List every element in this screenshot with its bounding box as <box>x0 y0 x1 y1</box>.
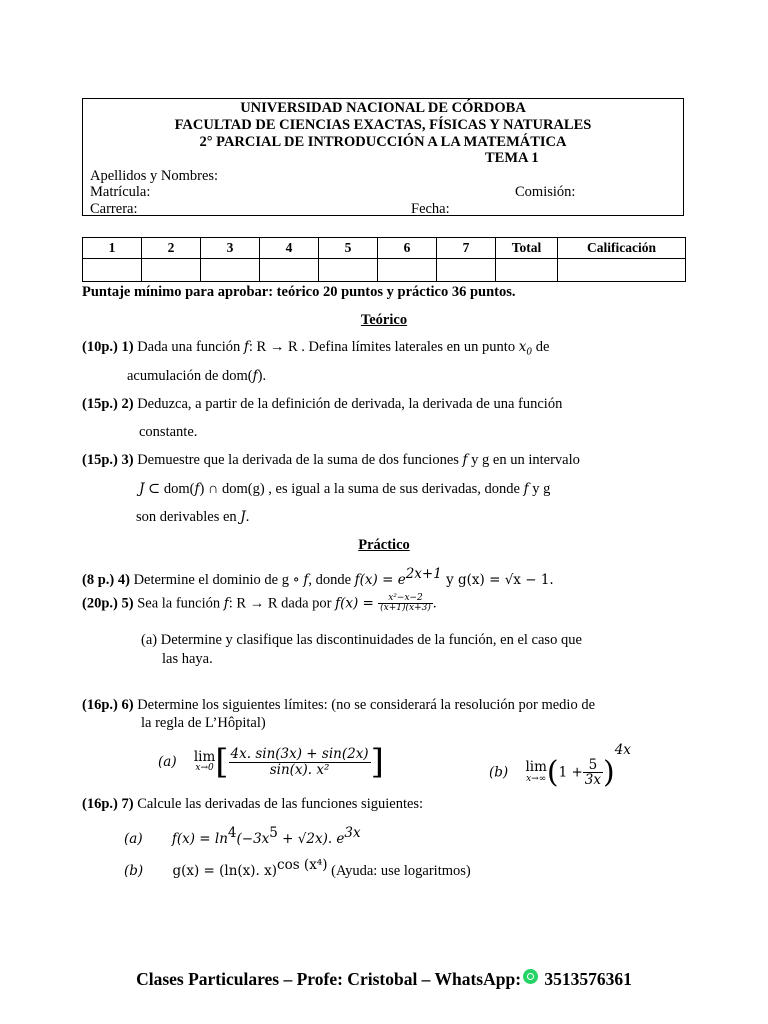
score-cell[interactable] <box>142 259 201 282</box>
scores-header-row <box>83 238 686 259</box>
left-bracket: [ <box>215 742 229 782</box>
q6-label: (16p.) 6) <box>82 697 134 713</box>
limit-b-one: 1 + <box>558 764 583 781</box>
question-3-line3 <box>136 509 249 526</box>
question-5 <box>82 594 437 614</box>
lim-a-word: lim <box>193 748 216 765</box>
score-cell[interactable] <box>319 259 378 282</box>
limit-b-num: 5 <box>583 758 603 773</box>
q1-line2-text: acumulación de dom( <box>127 368 253 384</box>
deriv-a-exp2: 5 <box>269 825 278 841</box>
q1-line2-end: ). <box>257 368 267 384</box>
q5-f: f <box>223 595 229 612</box>
question-1 <box>82 339 549 358</box>
q5-num: x²−x−2 <box>378 594 433 604</box>
q5-fraction <box>378 594 433 614</box>
question-2 <box>82 396 562 413</box>
lim-b-sub: x→∞ <box>526 773 547 784</box>
deriv-b-hint: (Ayuda: use logaritmos) <box>327 862 471 879</box>
footer-text: Clases Particulares – Profe: Cristobal – WhatsApp: <box>136 969 522 989</box>
q5-fx: f(x) = <box>335 595 379 612</box>
question-4 <box>82 566 554 589</box>
footer-phone: 3513576361 <box>544 969 632 989</box>
fecha-field: Fecha: <box>411 201 450 217</box>
question-6 <box>82 697 595 714</box>
apellidos-field: Apellidos y Nombres: <box>90 168 219 184</box>
q2-label: (15p.) 2) <box>82 396 134 412</box>
q4-exp: 2x+1 <box>405 566 442 582</box>
q1-text-b: : R → R . Defina límites laterales en un punto <box>248 339 519 355</box>
q4-fx: f(x) = e <box>354 571 406 588</box>
right-paren: ) <box>603 755 615 791</box>
score-header-6: 6 <box>378 238 437 259</box>
q7-text: Calcule las derivadas de las funciones siguientes: <box>133 796 424 812</box>
deriv-b-exp: cos (x⁴) <box>277 857 328 873</box>
deriv-a-expr2: (−3x <box>236 830 270 847</box>
q5-text: Sea la función <box>133 595 224 612</box>
limit-a-label: (a) <box>158 754 177 770</box>
tema-label: TEMA 1 <box>485 150 539 166</box>
q4-text-c: y g(x) = √x − 1. <box>441 571 554 588</box>
score-header-3: 3 <box>201 238 260 259</box>
q4-label: (8 p.) 4) <box>82 571 130 588</box>
q1-line2-f: f <box>252 368 258 384</box>
q3-l2c: f <box>194 481 200 497</box>
limit-b-exp: 4x <box>614 742 631 758</box>
q3-J: J <box>139 481 145 497</box>
score-cell[interactable] <box>83 259 142 282</box>
deriv-a-expr3: + √2x). e <box>277 830 345 847</box>
university-name: UNIVERSIDAD NACIONAL DE CÓRDOBA <box>240 100 526 116</box>
question-2-line2: constante. <box>139 424 198 440</box>
left-paren: ( <box>546 755 559 791</box>
deriv-b-expr: g(x) = (ln(x). x) <box>172 862 278 879</box>
score-cell[interactable] <box>437 259 496 282</box>
q3-l2d: ) ∩ dom(g) , es igual a la suma de sus derivadas, donde <box>199 481 524 497</box>
lim-a-sub: x→0 <box>195 763 214 774</box>
score-header-total: Total <box>496 238 558 259</box>
carrera-field: Carrera: <box>90 201 138 217</box>
q1-f: f <box>243 339 249 355</box>
question-5a: (a) Determine y clasifique las discontinuidades de la función, en el caso que <box>141 632 582 648</box>
question-3-line2 <box>139 481 550 498</box>
deriv-a-label: (a) <box>124 830 143 847</box>
q4-f: f <box>303 571 309 588</box>
limit-b <box>489 742 631 790</box>
q2-text: Deduzca, a partir de la definición de derivada, la derivada de una función <box>133 396 563 412</box>
q6-text: Determine los siguientes límites: (no se considerará la resolución por medio de <box>133 697 596 713</box>
q1-x0: $x_0$ <box>518 339 533 358</box>
score-header-4: 4 <box>260 238 319 259</box>
score-header-1: 1 <box>83 238 142 259</box>
limit-b-fraction <box>583 758 603 787</box>
q5-end: . <box>432 595 437 612</box>
score-cell[interactable] <box>558 259 686 282</box>
limit-a-fraction <box>229 747 371 776</box>
q5-den: (x+1)(x+3) <box>380 603 431 614</box>
score-cell[interactable] <box>378 259 437 282</box>
derivative-a <box>124 825 361 848</box>
score-cell[interactable] <box>496 259 558 282</box>
comision-field: Comisión: <box>515 184 576 200</box>
q4-text: Determine el dominio de g ∘ <box>129 571 304 588</box>
q4-text-b: , donde <box>308 571 355 588</box>
practico-heading: Práctico <box>358 537 410 553</box>
score-header-7: 7 <box>437 238 496 259</box>
limit-b-den: 3x <box>584 772 601 789</box>
footer-banner <box>0 969 768 990</box>
q3-l2f: y g <box>528 481 551 497</box>
faculty-name: FACULTAD DE CIENCIAS EXACTAS, FÍSICAS Y NATURALES <box>174 117 592 133</box>
exam-title: 2° PARCIAL DE INTRODUCCIÓN A LA MATEMÁTICA <box>199 134 567 150</box>
q5-label: (20p.) 5) <box>82 595 134 612</box>
q3-text-b: y g en un intervalo <box>467 452 580 468</box>
score-header-5: 5 <box>319 238 378 259</box>
q3-l2e: f <box>523 481 529 497</box>
matricula-field: Matrícula: <box>90 184 151 200</box>
q3-l3a: son derivables en <box>136 509 241 525</box>
q3-label: (15p.) 3) <box>82 452 134 468</box>
score-header-2: 2 <box>142 238 201 259</box>
q3-l3c: . <box>245 509 250 525</box>
question-7 <box>82 796 423 813</box>
q7-label: (16p.) 7) <box>82 796 134 812</box>
q3-f: f <box>462 452 468 468</box>
deriv-a-expr: f(x) = ln <box>171 830 228 847</box>
q1-text-c: de <box>532 339 550 355</box>
q3-l3b: J <box>240 509 246 525</box>
q3-text: Demuestre que la derivada de la suma de dos funciones <box>133 452 463 468</box>
q5-text-b: : R → R dada por <box>228 595 336 612</box>
exam-header <box>82 98 684 216</box>
score-header-calificacion: Calificación <box>558 238 686 259</box>
q1-label: (10p.) 1) <box>82 339 134 355</box>
limit-a-operator <box>193 748 216 774</box>
teorico-heading: Teórico <box>360 312 408 328</box>
q3-l2b: ⊂ dom( <box>144 481 195 497</box>
score-cell[interactable] <box>201 259 260 282</box>
question-3 <box>82 452 580 469</box>
min-score-note: Puntaje mínimo para aprobar: teórico 20 puntos y práctico 36 puntos. <box>82 284 516 300</box>
question-6-line2: la regla de L’Hôpital) <box>141 715 266 731</box>
question-1-line2 <box>127 368 266 385</box>
question-5a-line2: las haya. <box>162 651 213 667</box>
lim-b-word: lim <box>525 759 547 776</box>
derivative-b <box>124 857 471 880</box>
limit-b-label: (b) <box>489 764 509 781</box>
limit-a <box>158 742 384 782</box>
limit-a-den: sin(x). x² <box>269 761 330 778</box>
limit-a-num: 4x. sin(3x) + sin(2x) <box>230 746 369 763</box>
limit-b-operator <box>525 761 546 784</box>
deriv-b-label: (b) <box>124 862 144 879</box>
q1-text: Dada una función <box>133 339 244 355</box>
whatsapp-icon <box>523 969 538 984</box>
score-cell[interactable] <box>260 259 319 282</box>
deriv-a-exp: 4 <box>227 825 237 841</box>
scores-table <box>82 237 686 282</box>
right-bracket: ] <box>370 742 384 782</box>
scores-entry-row <box>83 259 686 282</box>
deriv-a-exp3: 3x <box>344 825 361 841</box>
